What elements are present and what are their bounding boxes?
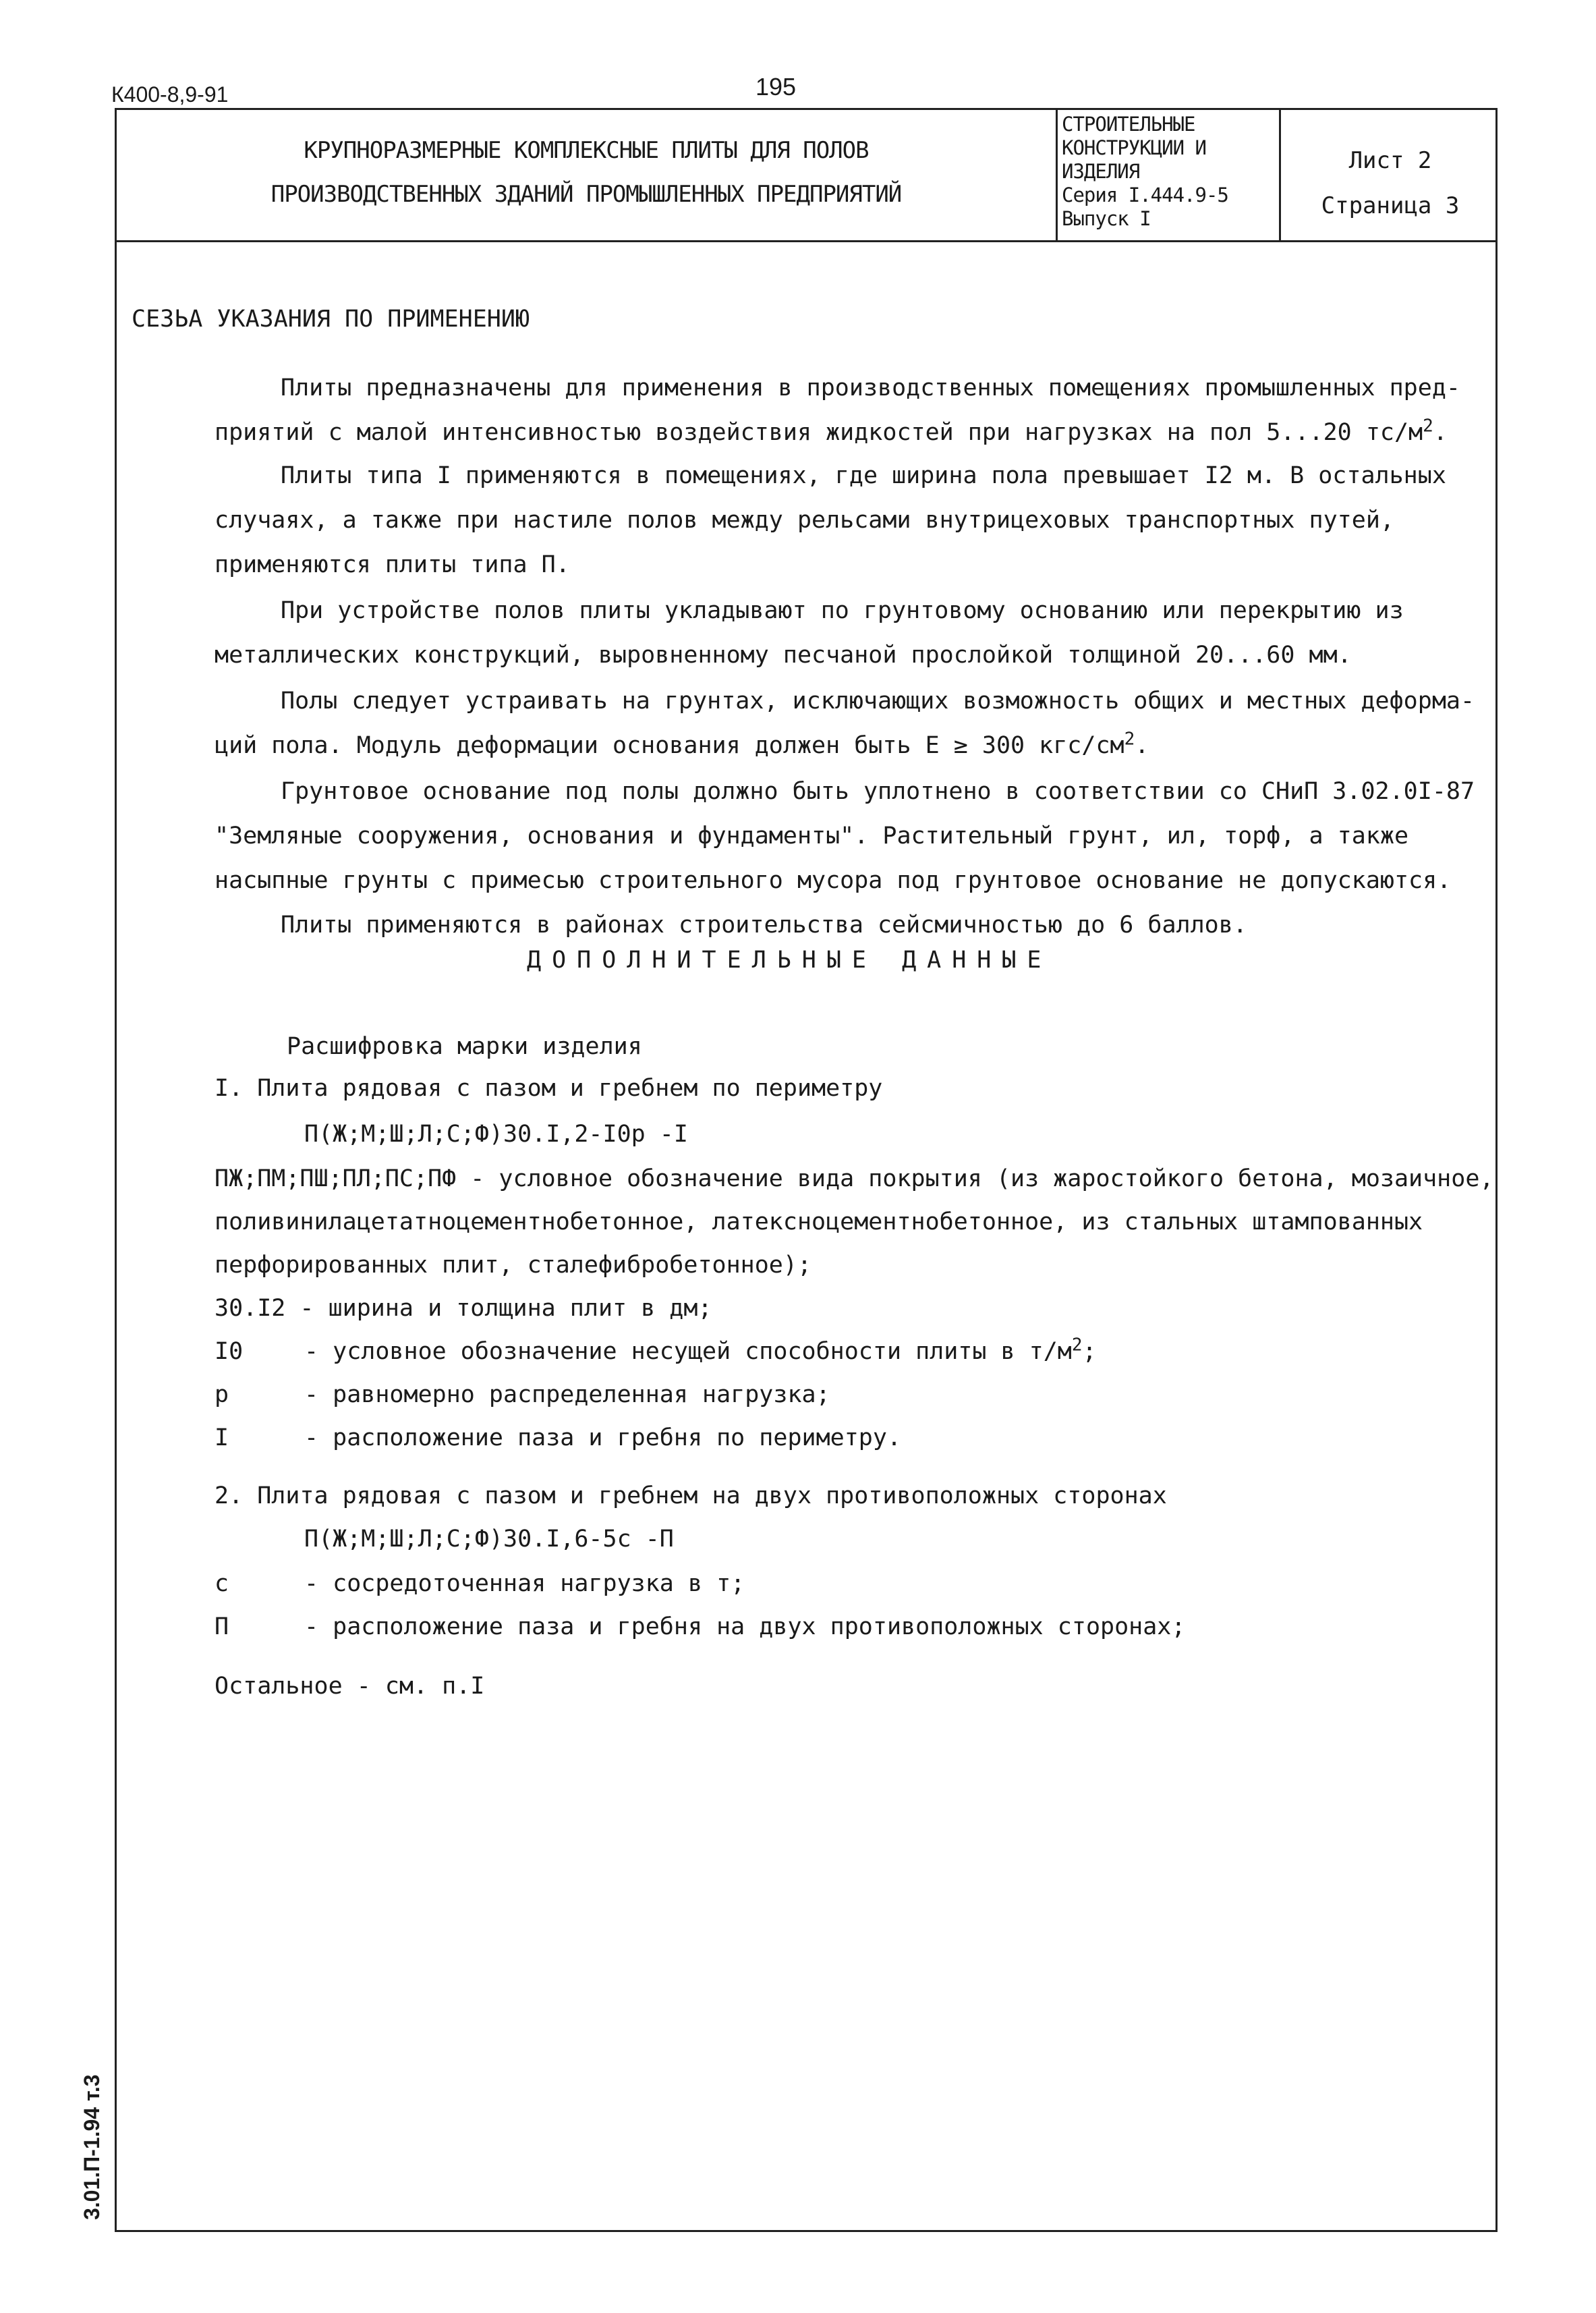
definition-key: с — [215, 1570, 229, 1597]
stamp-series-cell — [1056, 110, 1281, 240]
definition-key: р — [215, 1381, 229, 1408]
paragraph-line: Плиты применяются в районах строительства сейсмичностью до 6 баллов. — [281, 912, 1247, 939]
stamp-title-line-1: КРУПНОРАЗМЕРНЫЕ КОМПЛЕКСНЫЕ ПЛИТЫ ДЛЯ ПОЛОВ — [304, 137, 869, 164]
paragraph-line: металлических конструкций, выровненному песчаной прослойкой толщиной 20...60 мм. — [215, 642, 1352, 669]
rest-reference: Остальное - см. п.I — [215, 1673, 485, 1700]
paragraph-line: Грунтовое основание под полы должно быть уплотнено в соответствии со СНиП 3.02.0I-87 — [281, 778, 1475, 805]
paragraph-line: Плиты типа I применяются в помещениях, где ширина пола превышает I2 м. В остальных — [281, 462, 1446, 489]
definition-value: - равномерно распределенная нагрузка; — [304, 1381, 830, 1408]
stamp-category-line-1: СТРОИТЕЛЬНЫЕ — [1062, 113, 1195, 136]
definition-key: I0 — [215, 1338, 244, 1365]
stamp-title-cell — [117, 110, 1056, 240]
stamp-title-line-2: ПРОИЗВОДСТВЕННЫХ ЗДАНИЙ ПРОМЫШЛЕННЫХ ПРЕДПРИЯТИЙ — [270, 181, 902, 208]
paragraph-line: При устройстве полов плиты укладывают по грунтовому основанию или перекрытию из — [281, 597, 1404, 624]
section-heading: СЕЗЬА УКАЗАНИЯ ПО ПРИМЕНЕНИЮ — [132, 306, 530, 333]
paragraph-line: насыпные грунты с примесью строительного мусора под грунтовое основание не допускаются. — [215, 867, 1452, 894]
definition-value: - расположение паза и гребня на двух противоположных сторонах; — [304, 1613, 1186, 1640]
definition-key: П — [215, 1613, 229, 1640]
page-number: 195 — [756, 73, 797, 101]
item-1-description: ПЖ;ПМ;ПШ;ПЛ;ПС;ПФ - условное обозначение вида покрытия (из жаростойкого бетона, мозаичное, — [215, 1165, 1494, 1192]
item-1-description: поливинилацетатноцементнобетонное, латексноцементнобетонное, из стальных штампованных — [215, 1208, 1423, 1235]
paragraph-line: ций пола. Модуль деформации основания должен быть Е ≥ 300 кгс/$см^2$. — [215, 729, 1149, 759]
item-1-title: I. Плита рядовая с пазом и гребнем по периметру — [215, 1075, 883, 1102]
definition-value: - расположение паза и гребня по периметру. — [304, 1424, 902, 1451]
paragraph-line: Плиты предназначены для применения в производственных помещениях промышленных пред- — [281, 374, 1460, 401]
definition-value: - условное обозначение несущей способности плиты в $т/м^2$; — [304, 1335, 1097, 1365]
document-code: К400-8,9-91 — [111, 82, 229, 107]
stamp-sheet-cell — [1281, 110, 1500, 240]
paragraph-line: Полы следует устраивать на грунтах, исключающих возможность общих и местных деформа- — [281, 688, 1475, 715]
item-1-description: перфорированных плит, сталефибробетонное); — [215, 1252, 812, 1279]
paragraph-line: "Земляные сооружения, основания и фундаменты". Растительный грунт, ил, торф, а также — [215, 823, 1409, 849]
stamp-issue: Выпуск I — [1062, 207, 1151, 230]
item-2-title: 2. Плита рядовая с пазом и гребнем на двух противоположных сторонах — [215, 1482, 1167, 1509]
stamp-sheet-number: Лист 2 — [1348, 147, 1432, 174]
paragraph-line: применяются плиты типа П. — [215, 551, 570, 578]
paragraph-line: приятий с малой интенсивностью воздействия жидкостей при нагрузках на пол 5...20 $тс/м^2$. — [215, 416, 1448, 446]
page-frame — [115, 108, 1498, 2232]
definition-key: I — [215, 1424, 229, 1451]
additional-data-heading: ДОПОЛНИТЕЛЬНЫЕ ДАННЫЕ — [527, 947, 1052, 974]
decoding-title: Расшифровка марки изделия — [287, 1033, 642, 1060]
definition-value: - сосредоточенная нагрузка в т; — [304, 1570, 745, 1597]
stamp-category-line-2: КОНСТРУКЦИИ И — [1062, 136, 1206, 159]
vertical-document-code: 3.01.П-1.94 т.3 — [80, 2074, 104, 2220]
item-1-mark: П(Ж;М;Ш;Л;С;Ф)30.I,2-I0р -I — [304, 1121, 688, 1148]
stamp-series: Серия I.444.9-5 — [1062, 184, 1228, 206]
stamp-category-line-3: ИЗДЕЛИЯ — [1062, 160, 1140, 183]
title-block — [117, 110, 1495, 242]
item-2-mark: П(Ж;М;Ш;Л;С;Ф)30.I,6-5с -П — [304, 1526, 674, 1553]
paragraph-line: случаях, а также при настиле полов между рельсами внутрицеховых транспортных путей, — [215, 507, 1394, 534]
stamp-page-number: Страница 3 — [1321, 192, 1460, 219]
item-1-description: 30.I2 - ширина и толщина плит в дм; — [215, 1295, 712, 1322]
